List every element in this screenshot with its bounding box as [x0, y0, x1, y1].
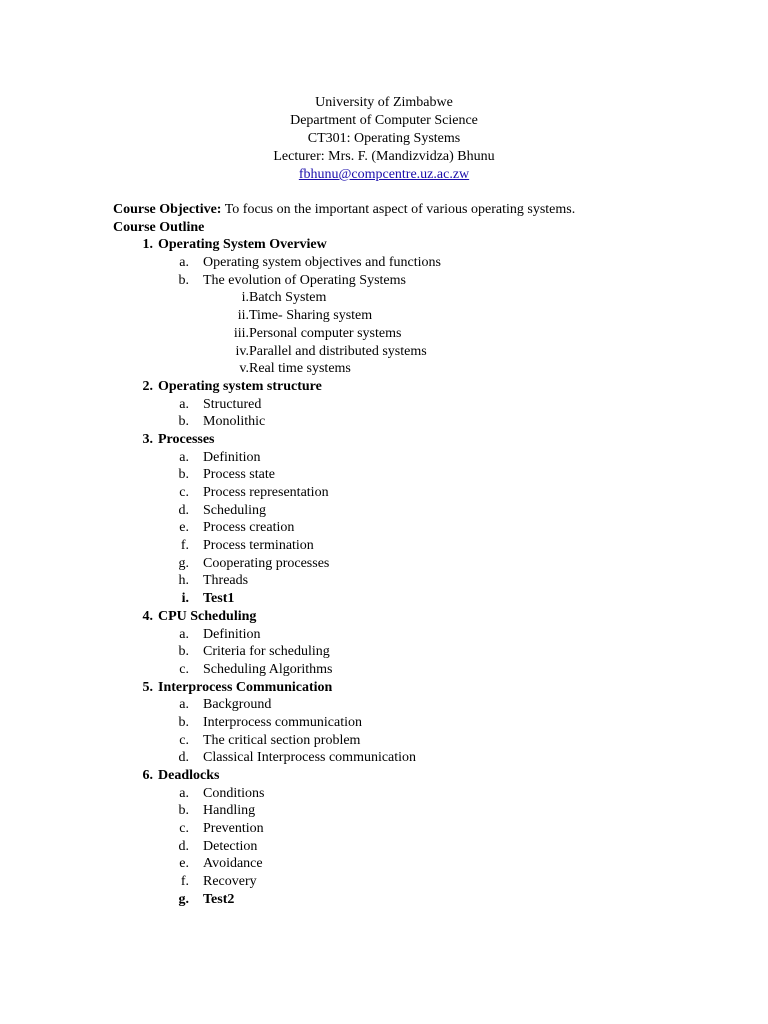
list-item [113, 873, 733, 891]
item-marker: v. [239, 361, 249, 377]
department-name: Department of Computer Science [290, 113, 478, 128]
list-item [113, 572, 733, 590]
item-text: Test2 [203, 891, 235, 907]
item-text: Batch System [249, 290, 327, 306]
section-title: CPU Scheduling [158, 608, 257, 624]
item-marker: e. [179, 520, 189, 536]
section-number: 5. [142, 679, 153, 695]
sub-list-item [113, 307, 733, 325]
list-item [113, 484, 733, 502]
item-marker: a. [179, 697, 189, 713]
item-text: Process state [203, 467, 275, 483]
sub-list-item [113, 325, 733, 343]
outline-title: Course Outline [113, 219, 205, 235]
list-item [113, 555, 733, 573]
item-text: Process creation [203, 520, 295, 536]
list-item [113, 519, 733, 537]
item-marker: b. [178, 467, 189, 483]
item-text: Scheduling Algorithms [203, 661, 333, 677]
list-item [113, 254, 733, 272]
section-number: 1. [142, 237, 153, 253]
item-text: Background [203, 697, 272, 713]
item-text: Avoidance [203, 856, 263, 872]
course-objective [113, 201, 733, 219]
course-title: CT301: Operating Systems [307, 131, 461, 146]
list-item [113, 802, 733, 820]
document-header [0, 94, 768, 184]
item-marker: b. [178, 272, 189, 288]
item-marker: f. [180, 538, 189, 554]
university-name: University of Zimbabwe [315, 95, 453, 110]
section-heading [113, 767, 733, 785]
section-title: Operating System Overview [158, 237, 327, 253]
item-marker: c. [179, 661, 189, 677]
sub-list-item [113, 360, 733, 378]
section-heading [113, 378, 733, 396]
item-text: Cooperating processes [203, 555, 330, 571]
item-marker: c. [179, 485, 189, 500]
objective-label: Course Objective: [113, 202, 222, 217]
item-text: The critical section problem [203, 732, 361, 748]
sub-list-item [113, 289, 733, 307]
item-marker: b. [178, 644, 189, 660]
list-item [113, 466, 733, 484]
list-item [113, 413, 733, 431]
item-text: Monolithic [203, 414, 266, 430]
section-title: Processes [158, 431, 215, 447]
list-item [113, 272, 733, 290]
list-item [113, 714, 733, 732]
item-marker: a. [179, 396, 189, 412]
section-title: Operating system structure [158, 378, 322, 394]
item-marker: d. [178, 838, 189, 854]
section-title: Interprocess Communication [158, 679, 333, 695]
item-text: Recovery [203, 874, 257, 890]
item-text: Detection [203, 838, 258, 854]
item-marker: c. [179, 821, 189, 837]
item-marker: iv. [235, 343, 249, 359]
list-item [113, 502, 733, 520]
item-text: Classical Interprocess communication [203, 750, 417, 766]
list-item [113, 661, 733, 679]
section-heading [113, 608, 733, 626]
item-text: Criteria for scheduling [203, 644, 330, 660]
item-text: Threads [203, 573, 249, 589]
item-text: Definition [203, 626, 261, 642]
item-marker: a. [179, 255, 189, 271]
item-text: Real time systems [249, 361, 351, 377]
item-text: Parallel and distributed systems [249, 343, 427, 359]
item-text: Structured [203, 396, 262, 412]
section-title: Deadlocks [158, 768, 220, 783]
section-heading [113, 236, 733, 254]
item-marker: e. [179, 856, 189, 872]
list-item [113, 449, 733, 467]
item-marker: a. [179, 449, 189, 465]
section-number: 4. [142, 608, 153, 624]
item-marker: iii. [233, 325, 249, 341]
item-text: Process termination [203, 538, 314, 554]
item-marker: a. [179, 785, 189, 801]
item-marker: d. [178, 750, 189, 766]
list-item [113, 396, 733, 414]
item-marker: g. [178, 891, 189, 907]
item-text: Test1 [203, 591, 235, 607]
item-text: Personal computer systems [249, 325, 402, 341]
item-marker: d. [178, 502, 189, 518]
list-item [113, 626, 733, 644]
item-marker: a. [179, 626, 189, 642]
section-number: 2. [142, 378, 153, 394]
item-text: Operating system objectives and functions [203, 255, 441, 271]
item-marker: i. [181, 591, 189, 607]
list-item [113, 696, 733, 714]
objective-text: To focus on the important aspect of various operating systems. [221, 202, 576, 217]
list-item [113, 785, 733, 803]
item-text: Interprocess communication [203, 714, 363, 730]
item-marker: f. [180, 874, 189, 890]
list-item [113, 590, 733, 608]
item-text: Conditions [203, 785, 265, 801]
item-marker: b. [178, 803, 189, 819]
list-item [113, 820, 733, 838]
list-item [113, 891, 733, 909]
sub-list-item [113, 343, 733, 361]
item-text: Handling [203, 803, 256, 819]
item-text: Time- Sharing system [249, 308, 373, 324]
section-number: 6. [142, 768, 153, 783]
section-heading [113, 431, 733, 449]
item-text: Definition [203, 449, 261, 465]
list-item [113, 855, 733, 873]
lecturer-name: Lecturer: Mrs. F. (Mandizvidza) Bhunu [273, 149, 495, 164]
item-marker: b. [178, 414, 189, 430]
item-text: The evolution of Operating Systems [203, 272, 406, 288]
section-heading [113, 679, 733, 697]
item-text: Scheduling [203, 502, 266, 518]
item-marker: i. [241, 290, 249, 306]
list-item [113, 537, 733, 555]
course-body [113, 201, 733, 909]
lecturer-email-link[interactable]: fbhunu@compcentre.uz.ac.zw [298, 167, 470, 182]
section-number: 3. [142, 431, 153, 447]
list-item [113, 749, 733, 767]
item-marker: b. [178, 714, 189, 730]
item-marker: h. [178, 573, 189, 589]
item-marker: g. [178, 555, 189, 571]
item-marker: ii. [237, 308, 249, 324]
item-text: Process representation [203, 485, 329, 500]
list-item [113, 732, 733, 750]
item-marker: c. [179, 732, 189, 748]
item-text: Prevention [203, 821, 264, 837]
list-item [113, 643, 733, 661]
list-item [113, 838, 733, 856]
